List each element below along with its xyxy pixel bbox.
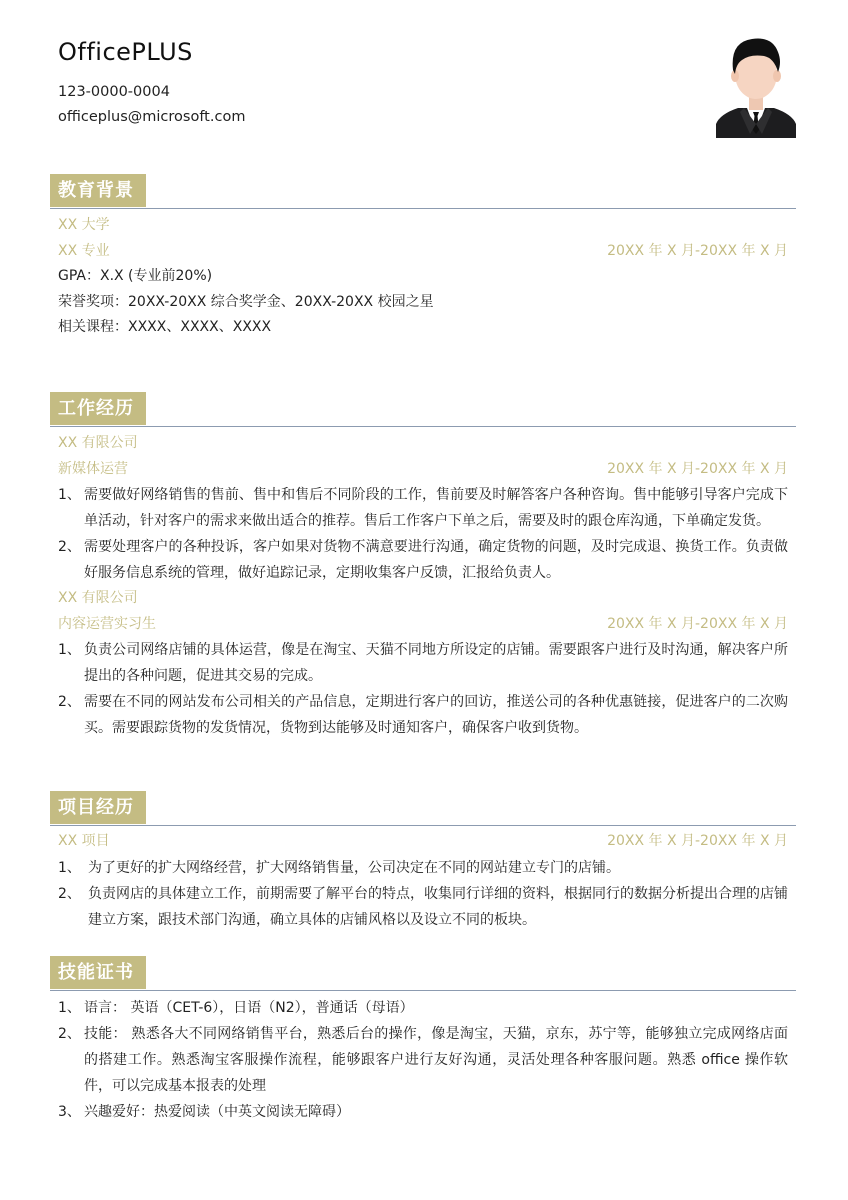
section-header <box>50 791 796 826</box>
section-title: 项目经历 <box>50 791 146 824</box>
section-title: 技能证书 <box>50 956 146 989</box>
list-item <box>58 1021 788 1099</box>
list-item <box>58 689 788 741</box>
section-header <box>50 174 796 209</box>
project-name: XX 项目 <box>58 833 110 849</box>
project-row <box>58 829 788 855</box>
item-number: 1、 <box>58 1000 81 1016</box>
phone-number: 123-0000-0004 <box>58 84 170 100</box>
item-number: 2、 <box>58 1026 81 1042</box>
role-row <box>58 457 788 483</box>
date-range: 20XX 年 X 月-20XX 年 X 月 <box>607 615 788 632</box>
role-name: 内容运营实习生 <box>58 615 156 632</box>
role-name: 新媒体运营 <box>58 460 128 477</box>
item-text: 负责网店的具体建立工作，前期需要了解平台的特点，收集同行详细的资料，根据同行的数据分析提出合理的店铺建立方案，跟技术部门沟通，确立具体的店铺风格以及设立不同的板块。 <box>88 885 788 928</box>
item-text: 需要在不同的网站发布公司相关的产品信息，定期进行客户的回访，推送公司的各种优惠链接，促进客户的二次购买。需要跟踪货物的发货情况，货物到达能够及时通知客户，确保客户收到货物。 <box>84 694 788 736</box>
school-name: XX 大学 <box>58 217 110 233</box>
section-header <box>50 392 796 427</box>
item-number: 2、 <box>58 885 81 902</box>
resume-header <box>58 38 245 130</box>
section-title: 教育背景 <box>50 174 146 207</box>
item-text: 技能： 熟悉各大不同网络销售平台，熟悉后台的操作，像是淘宝，天猫，京东，苏宁等，能够独立完成网络店面的搭建工作。熟悉淘宝客服操作流程，能够跟客户进行友好沟通，灵活处理各种客服问题。熟悉 office 操作软件，可以完成基本报表的处理 <box>84 1026 788 1094</box>
education-section <box>50 174 796 341</box>
item-text: 兴趣爱好：热爱阅读（中英文阅读无障碍） <box>84 1104 350 1120</box>
list-item <box>58 1099 788 1125</box>
major-row <box>58 239 788 265</box>
section-title: 工作经历 <box>50 392 146 425</box>
honors: 荣誉奖项：20XX-20XX 综合奖学金、20XX-20XX 校园之星 <box>58 293 434 310</box>
courses: 相关课程：XXXX、XXXX、XXXX <box>58 319 272 335</box>
gpa: GPA：X.X (专业前20%) <box>58 268 213 284</box>
project-section <box>50 791 796 933</box>
candidate-name: OfficePLUS <box>58 38 193 66</box>
role-row <box>58 612 788 638</box>
list-item <box>58 534 788 586</box>
item-number: 1、 <box>58 642 81 658</box>
item-number: 2、 <box>58 694 81 710</box>
date-range: 20XX 年 X 月-20XX 年 X 月 <box>607 833 788 849</box>
male-avatar-icon <box>716 34 796 138</box>
email-address: officeplus@microsoft.com <box>58 109 246 125</box>
item-text: 需要做好网络销售的售前、售中和售后不同阶段的工作，售前要及时解答客户各种咨询。售中能够引导客户完成下单活动，针对客户的需求来做出适合的推荐。售后工作客户下单之后，需要及时的跟仓库沟通，下单确定发货。 <box>84 487 788 529</box>
list-item <box>58 855 788 881</box>
list-item <box>58 881 788 933</box>
date-range: 20XX 年 X 月-20XX 年 X 月 <box>607 460 788 477</box>
section-header <box>50 956 796 991</box>
major-name: XX 专业 <box>58 242 110 259</box>
skills-section <box>50 956 796 1125</box>
item-text: 为了更好的扩大网络经营，扩大网络销售量，公司决定在不同的网站建立专门的店铺。 <box>88 859 620 876</box>
company-name: XX 有限公司 <box>58 435 138 451</box>
item-text: 负责公司网络店铺的具体运营，像是在淘宝、天猫不同地方所设定的店铺。需要跟客户进行及时沟通，解决客户所提出的各种问题，促进其交易的完成。 <box>84 642 788 684</box>
list-item <box>58 482 788 534</box>
list-item <box>58 995 788 1021</box>
date-range: 20XX 年 X 月-20XX 年 X 月 <box>607 242 788 259</box>
item-text: 需要处理客户的各种投诉，客户如果对货物不满意要进行沟通，确定货物的问题，及时完成退、换货工作。负责做好服务信息系统的管理，做好追踪记录，定期收集客户反馈，汇报给负责人。 <box>84 539 788 581</box>
list-item <box>58 637 788 689</box>
item-number: 2、 <box>58 539 81 555</box>
item-number: 1、 <box>58 859 81 876</box>
company-name: XX 有限公司 <box>58 590 138 606</box>
item-number: 1、 <box>58 487 81 503</box>
item-number: 3、 <box>58 1104 81 1120</box>
item-text: 语言： 英语（CET-6），日语（N2），普通话（母语） <box>84 1000 414 1016</box>
work-section <box>50 392 796 741</box>
